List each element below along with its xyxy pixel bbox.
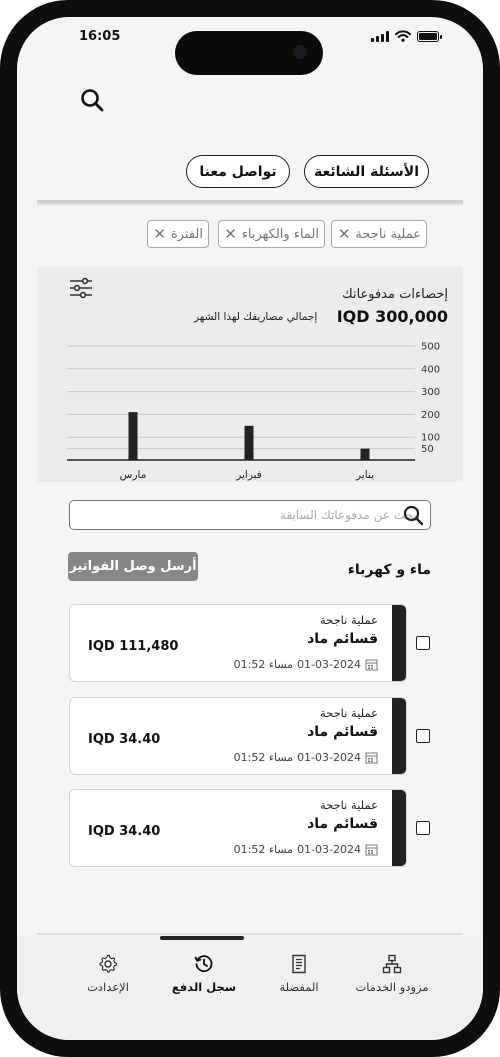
payment-card[interactable] (69, 697, 407, 775)
contact-us-button[interactable]: تواصل معنا (186, 155, 290, 188)
signal-icon (371, 31, 389, 42)
search-icon[interactable] (402, 504, 424, 526)
screen (17, 17, 483, 1040)
spending-bar-chart (37, 340, 463, 485)
payment-status: عملية ناجحة (319, 706, 378, 720)
close-icon[interactable]: ✕ (224, 225, 237, 243)
wifi-icon (395, 30, 411, 42)
card-accent-bar (392, 698, 406, 774)
camera-icon (293, 45, 307, 59)
history-icon (194, 954, 214, 974)
stats-subtitle: إجمالي مصاريفك لهذا الشهر (194, 311, 318, 323)
payment-time: 01:52 مساء (233, 751, 294, 764)
section-title: ماء و كهرباء (347, 562, 431, 578)
y-tick-label: 400 (421, 364, 441, 376)
y-tick-label: 500 (421, 341, 441, 353)
y-tick-label: 300 (421, 387, 441, 399)
filter-chip-label: عملية ناجحة (355, 226, 421, 242)
home-indicator[interactable] (160, 936, 244, 940)
gear-icon (98, 954, 118, 974)
filter-chip-label: الماء والكهرباء (241, 226, 319, 242)
tab-settings[interactable] (60, 954, 156, 1004)
card-accent-bar (392, 605, 406, 681)
tab-label: الإعدادت (87, 980, 129, 994)
tab-label: المفضلة (279, 980, 319, 994)
send-receipts-button[interactable]: أرسل وصل الفواتير (68, 552, 198, 581)
dynamic-island (175, 31, 323, 75)
y-tick-label: 100 (421, 432, 441, 444)
payment-checkbox[interactable] (416, 636, 430, 650)
chart-bar (245, 426, 254, 460)
x-tick-label: فبراير (236, 469, 262, 481)
stats-title: إحصاءات مدفوعاتك (342, 287, 448, 302)
y-tick-label: 200 (421, 409, 441, 421)
payment-datetime (234, 658, 378, 671)
hierarchy-icon (382, 954, 402, 974)
search-icon[interactable] (79, 87, 105, 113)
x-tick-label: مارس (119, 469, 147, 481)
payment-time: 01:52 مساء (233, 658, 294, 671)
calendar-icon (365, 751, 378, 764)
filter-chip-utilities[interactable] (218, 220, 325, 248)
chart-bar (361, 449, 370, 460)
payment-amount: IQD 34.40 (88, 732, 161, 747)
payment-name: قسائم ماد (307, 724, 378, 740)
payment-amount: IQD 34.40 (88, 824, 161, 839)
payment-datetime (234, 751, 378, 764)
payment-stats-panel (37, 267, 463, 482)
battery-icon (417, 31, 439, 42)
filter-chip-label: الفترة (170, 226, 203, 242)
payment-date: 01-03-2024 (297, 658, 361, 671)
header-divider (37, 200, 463, 203)
tab-label: سجل الدفع (171, 980, 237, 994)
payment-checkbox[interactable] (416, 729, 430, 743)
calendar-icon (365, 843, 378, 856)
tab-favorites[interactable] (251, 954, 347, 1004)
faq-button[interactable]: الأسئلة الشائعة (304, 155, 429, 188)
filter-chip-period[interactable] (147, 220, 209, 248)
stats-total: IQD 300,000 (336, 307, 448, 326)
payment-time: 01:52 مساء (233, 843, 294, 856)
payment-amount: IQD 111,480 (88, 639, 179, 654)
payment-card[interactable] (69, 789, 407, 867)
payment-card[interactable] (69, 604, 407, 682)
status-icons (371, 30, 439, 42)
payment-datetime (234, 843, 378, 856)
payment-status: عملية ناجحة (319, 613, 378, 627)
chart-bar (129, 412, 138, 460)
tab-service-providers[interactable] (344, 954, 440, 1004)
payment-checkbox[interactable] (416, 821, 430, 835)
search-input[interactable] (110, 505, 420, 525)
filter-chip-success[interactable] (331, 220, 427, 248)
calendar-icon (365, 658, 378, 671)
payment-status: عملية ناجحة (319, 798, 378, 812)
sliders-icon[interactable] (69, 277, 93, 299)
tab-payment-history[interactable] (156, 954, 252, 1004)
close-icon[interactable]: ✕ (337, 225, 351, 243)
payment-name: قسائم ماد (307, 816, 378, 832)
payment-date: 01-03-2024 (297, 751, 361, 764)
tab-label: مزودو الخدمات (355, 980, 429, 994)
payment-name: قسائم ماد (307, 631, 378, 647)
y-tick-label: 50 (421, 444, 434, 456)
payment-date: 01-03-2024 (297, 843, 361, 856)
payments-search-box[interactable] (69, 500, 431, 530)
card-accent-bar (392, 790, 406, 866)
document-icon (289, 954, 309, 974)
close-icon[interactable]: ✕ (153, 225, 166, 243)
x-tick-label: يناير (355, 469, 375, 481)
status-time: 16:05 (79, 29, 121, 44)
